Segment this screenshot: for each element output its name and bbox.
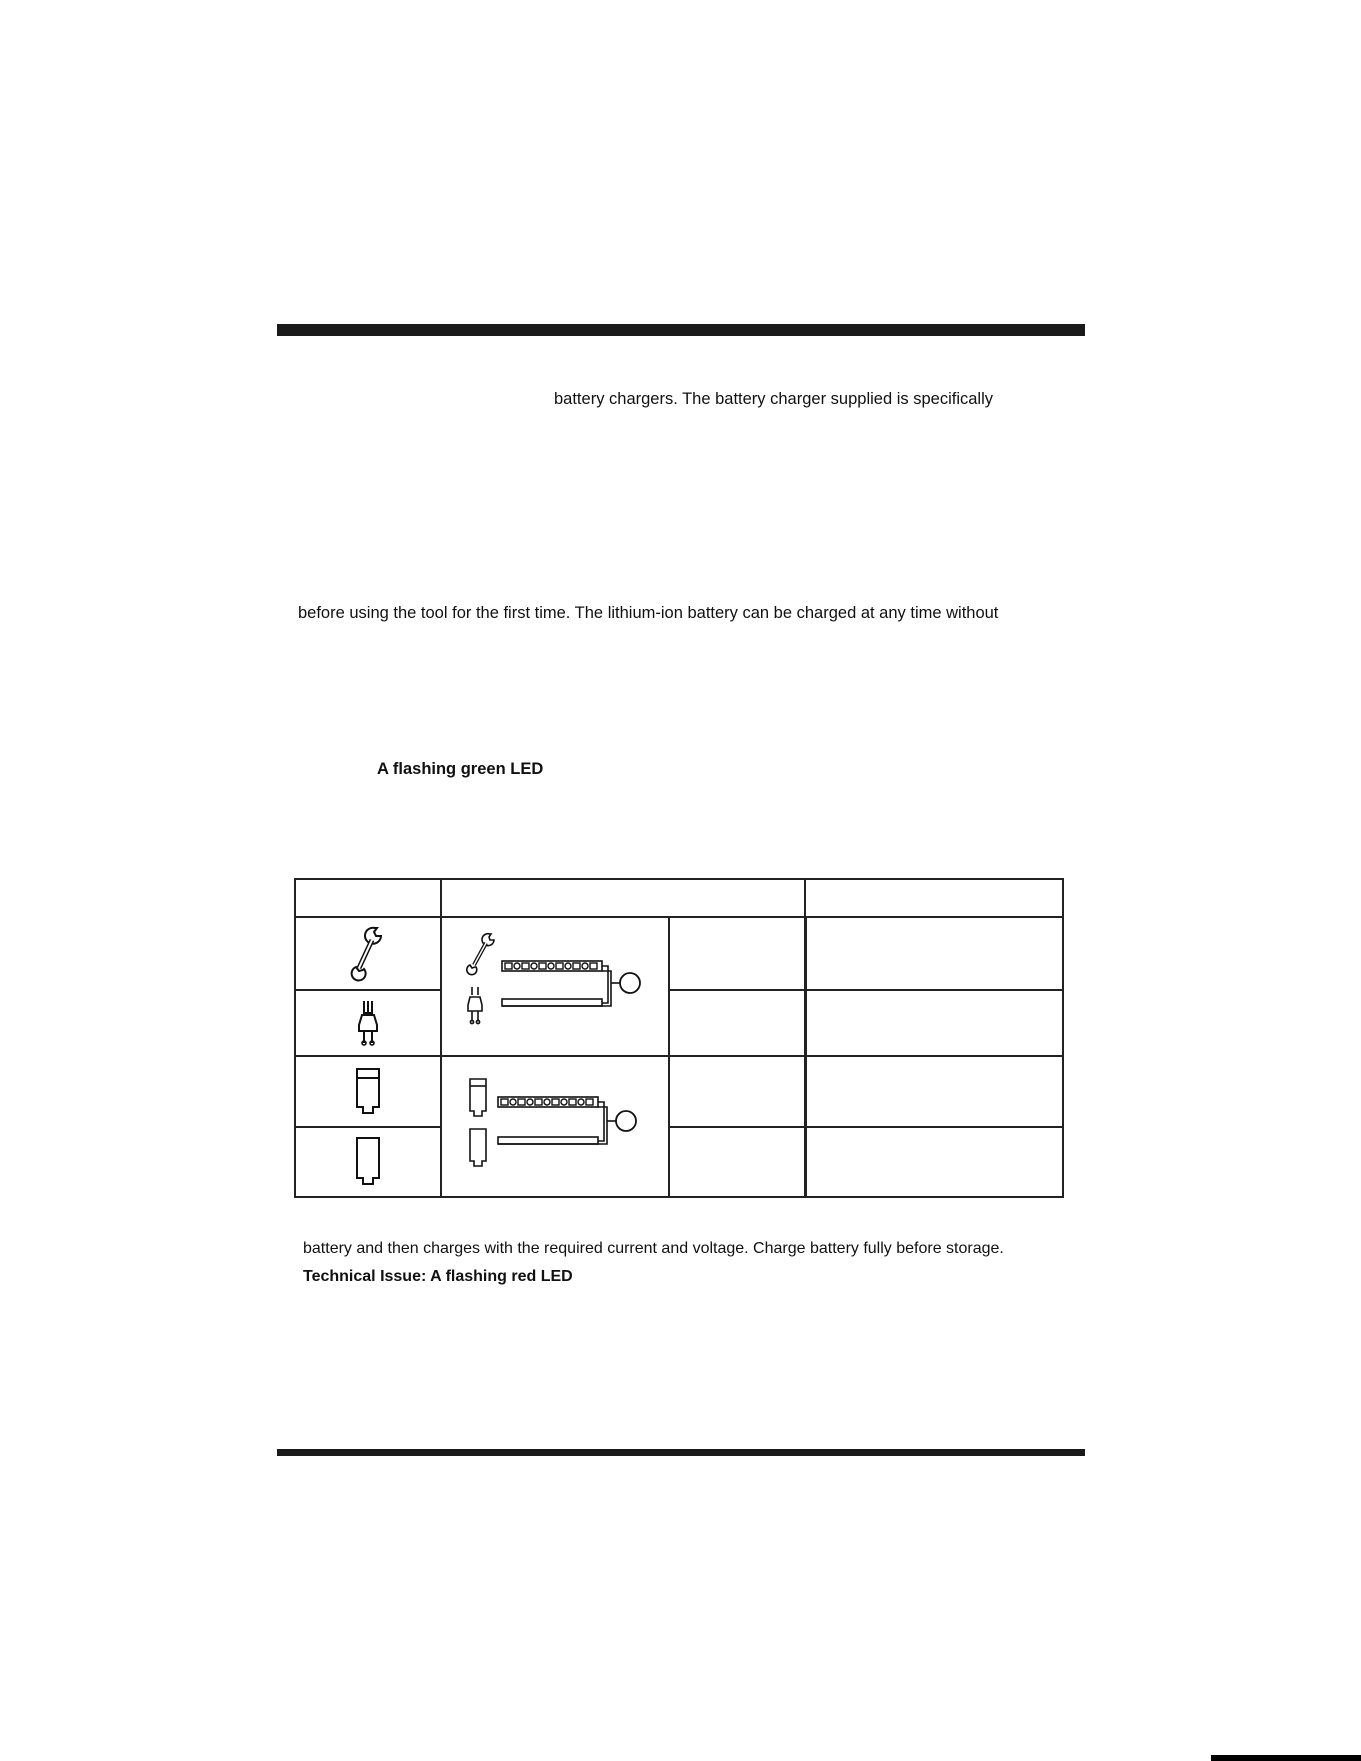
plug-icon	[296, 991, 440, 1055]
wrench-icon	[296, 918, 440, 989]
flashing-green-heading: A flashing green LED	[377, 760, 544, 778]
bottom-rule	[277, 1449, 1085, 1456]
first-use-text-line: before using the tool for the first time. The lithium-ion battery can be charged at any time without	[298, 604, 999, 622]
battery-empty-icon	[296, 1128, 440, 1196]
page-edge-mark	[1211, 1755, 1361, 1761]
led-status-table	[294, 878, 1064, 1198]
battery-charge-text-line: battery and then charges with the required current and voltage. Charge battery fully before storage.	[303, 1240, 1004, 1257]
charger-text-line: battery chargers. The battery charger supplied is specifically	[554, 390, 993, 408]
battery-full-icon	[296, 1057, 440, 1126]
charger-battery-led-diagram	[442, 1057, 668, 1196]
top-rule	[277, 324, 1085, 336]
charger-wrench-plug-led-diagram	[442, 918, 668, 1055]
technical-issue-heading: Technical Issue: A flashing red LED	[303, 1268, 573, 1285]
